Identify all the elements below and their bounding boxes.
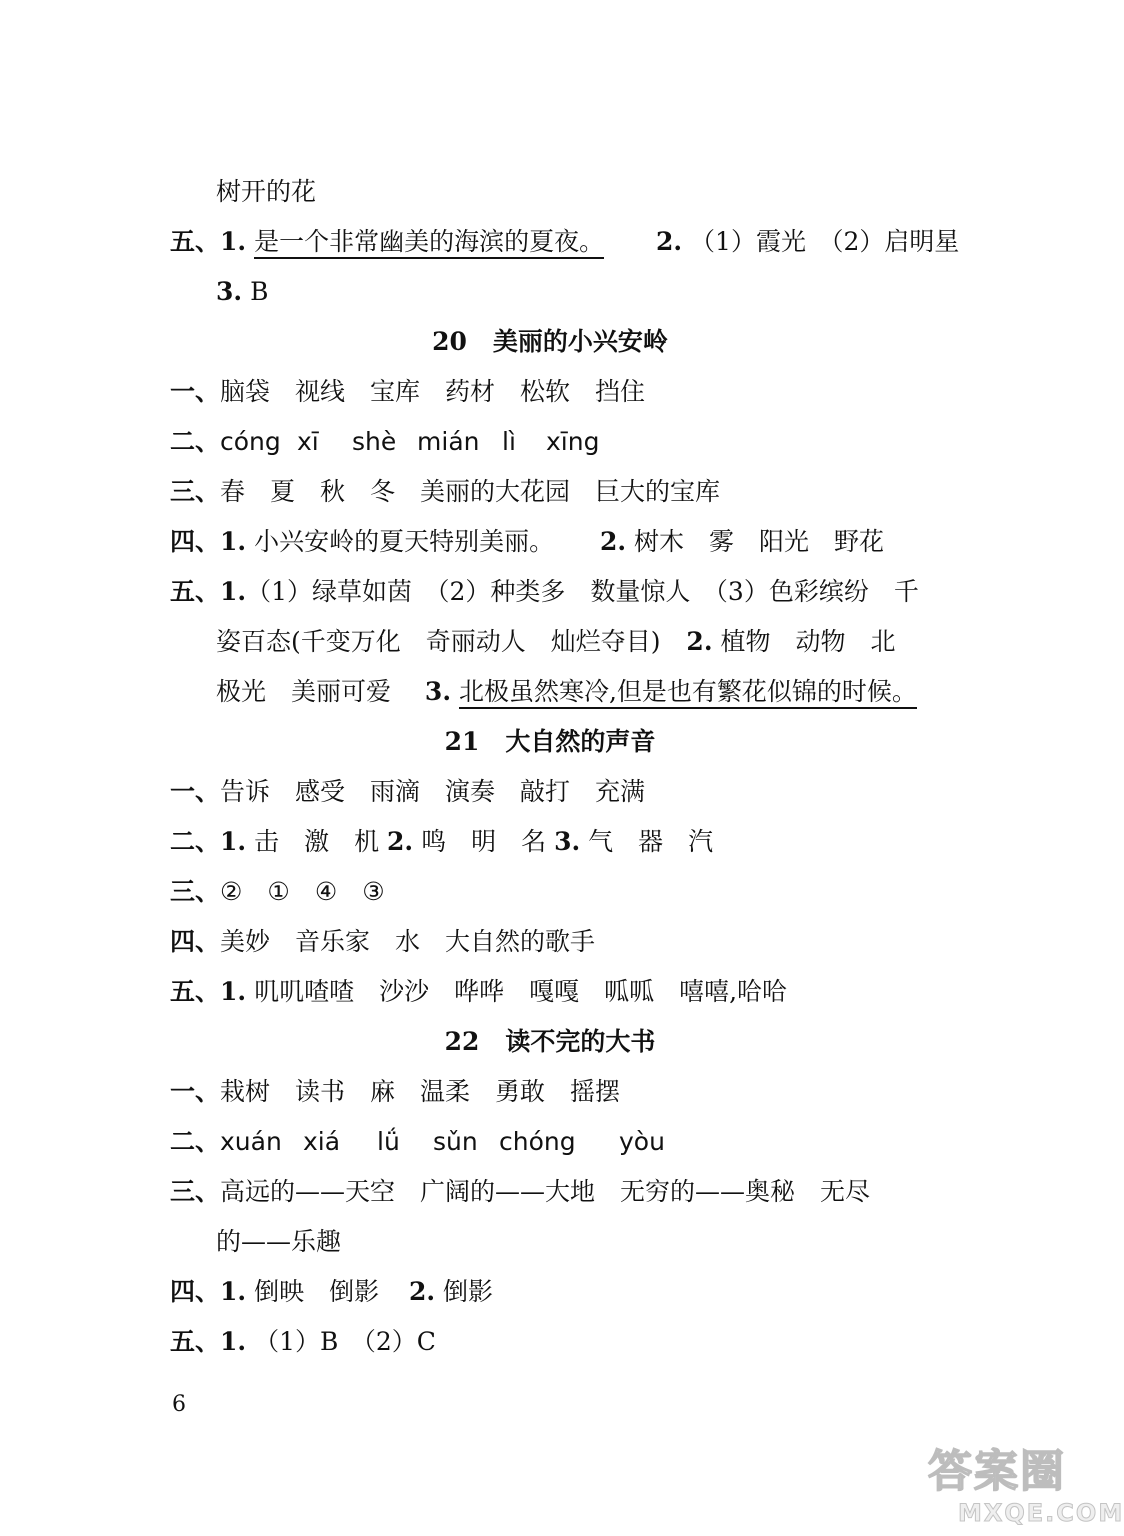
section-title [0,1024,1100,1060]
section-number: 22 [444,1027,480,1056]
answer-text: 击 激 机 [254,827,380,856]
pinyin-item: mián [417,427,480,456]
section-number: 21 [444,727,480,756]
answer-line [216,274,268,310]
section-title [0,724,1100,760]
question-label: 三、 [170,1177,221,1206]
answer-line [170,474,720,510]
answer-line [170,1074,620,1110]
answer-text: 姿百态(千变万化 奇丽动人 灿烂夺目) [216,627,661,656]
pinyin-item: xīng [546,427,600,456]
section-number: 20 [432,327,467,356]
question-label: 一、 [170,377,221,406]
answer-line [170,1174,870,1210]
page-number: 6 [172,1392,186,1417]
answer-line [216,1224,341,1260]
answer-text: 气 器 汽 [588,827,714,856]
answer-text: B [250,277,269,306]
pinyin-item: xuán [220,1127,282,1156]
pinyin-list [220,427,599,456]
pinyin-item: sǔn [433,1127,478,1156]
underlined-answer: 是一个非常幽美的海滨的夏夜。 [254,227,604,259]
answer-line [170,374,645,410]
answer-text: 倒映 倒影 [254,1277,380,1306]
answer-text: 倒影 [443,1277,494,1306]
answer-text: 春 夏 秋 冬 美丽的大花园 巨大的宝库 [220,477,721,506]
answer-text: 栽树 读书 麻 温柔 勇敢 摇摆 [220,1077,621,1106]
answer-line [170,974,787,1010]
answer-line [170,924,595,960]
question-label: 一、 [170,1077,221,1106]
pinyin-item: xiá [303,1127,341,1156]
pinyin-item: cóng [220,427,281,456]
answer-line [216,674,917,710]
answer-text: 鸣 明 名 [421,827,547,856]
answer-text: （1）绿草如茵 （2）种类多 数量惊人 （3）色彩缤纷 千 [246,577,919,606]
question-number: 2. [599,527,627,556]
underlined-answer: 北极虽然寒冷,但是也有繁花似锦的时候。 [459,677,917,709]
carry-over-line: 树开的花 [216,177,317,206]
answer-line [170,1274,493,1310]
question-label: 五、1. [170,977,247,1006]
question-label: 二、1. [170,827,247,856]
answer-text: 的——乐趣 [216,1227,342,1256]
answer-line [170,574,919,610]
answer-text: （1）霞光 （2）启明星 [690,227,960,256]
answer-text: 脑袋 视线 宝库 药材 松软 挡住 [220,377,646,406]
question-label: 二、 [170,427,221,456]
question-label: 一、 [170,777,221,806]
question-label: 四、1. [170,527,247,556]
answer-line [170,774,645,810]
pinyin-item: lì [502,427,516,456]
question-number: 2. [387,827,414,856]
question-number: 2. [408,1277,436,1306]
question-number: 2. [686,627,713,656]
pinyin-item: yòu [619,1127,665,1156]
watermark-logo [928,1446,1124,1530]
question-number: 3. [216,277,243,306]
question-label: 三、 [170,877,221,906]
section-name: 读不完的大书 [505,1027,656,1056]
question-number: 2. [655,227,683,256]
answer-text: ② ① ④ ③ [220,877,385,906]
pinyin-list [220,1127,665,1156]
question-label: 五、1. [170,1327,247,1356]
answer-text: 高远的——天空 广阔的——大地 无穷的——奥秘 无尽 [220,1177,871,1206]
section-title [0,324,1100,360]
pinyin-item: shè [352,427,397,456]
answer-line [170,1124,665,1160]
answer-text: 极光 美丽可爱 [216,677,392,706]
pinyin-item: chóng [499,1127,576,1156]
answer-line [170,224,959,260]
pinyin-item: lǘ [377,1127,400,1156]
answer-text: 树木 雾 阳光 野花 [634,527,885,556]
question-label: 五、1. [170,227,247,256]
section-name: 美丽的小兴安岭 [492,327,668,356]
answer-line [170,824,713,860]
question-label: 五、1. [170,577,247,606]
answer-line [170,874,385,910]
watermark-domain: MXQE.COM [958,1499,1124,1527]
question-number: 3. [424,677,452,706]
question-label: 三、 [170,477,221,506]
answer-line [170,1324,436,1360]
watermark-brand: 答案圈 [928,1446,1066,1497]
question-label: 二、 [170,1127,221,1156]
answer-text: （1）B （2）C [254,1327,436,1356]
answer-line [216,624,896,660]
answer-line [170,424,599,460]
question-label: 四、1. [170,1277,247,1306]
section-name: 大自然的声音 [505,727,656,756]
answer-text: 叽叽喳喳 沙沙 哗哗 嘎嘎 呱呱 嘻嘻,哈哈 [254,977,788,1006]
answer-text: 植物 动物 北 [720,627,896,656]
question-number: 3. [554,827,581,856]
question-label: 四、 [170,927,221,956]
answer-text: 美妙 音乐家 水 大自然的歌手 [220,927,596,956]
answer-text: 小兴安岭的夏天特别美丽。 [254,527,555,556]
answer-line [170,524,884,560]
answer-text: 告诉 感受 雨滴 演奏 敲打 充满 [220,777,646,806]
pinyin-item: xī [297,427,319,456]
